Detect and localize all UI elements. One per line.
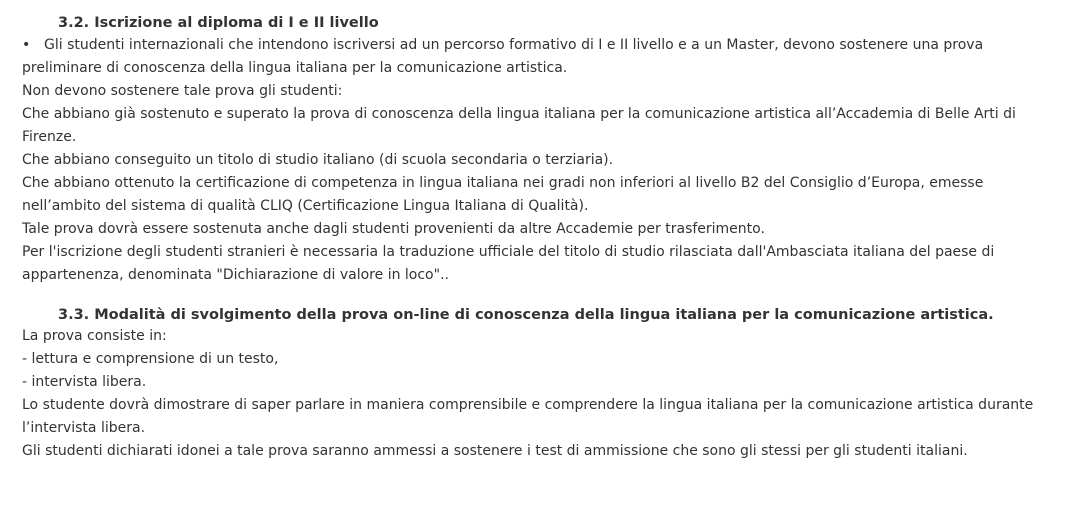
bullet-paragraph [22,34,1058,80]
paragraph-not-required: Non devono sostenere tale prova gli studenti: [22,83,343,99]
section-3-3-heading: 3.3. Modalità di svolgimento della prova on-line di conoscenza della lingua italiana per la comunicazione artistica. [58,307,994,323]
section-3-2-heading: 3.2. Iscrizione al diploma di I e II livello [58,15,379,31]
bullet-icon: • [22,37,31,53]
section-3-3 [22,306,1058,463]
paragraph-already-passed: Che abbiano già sostenuto e superato la prova di conoscenza della lingua italiana per la comunicazione artistica all’Accademia di Belle Arti di Firenze. [22,106,1016,145]
paragraph-transfer: Tale prova dovrà essere sostenuta anche dagli studenti provenienti da altre Accademie per trasferimento. [22,221,765,237]
section-3-2 [22,14,1058,287]
list-item-interview: - intervista libera. [22,374,147,390]
bullet-text: Gli studenti internazionali che intendono iscriversi ad un percorso formativo di I e II livello e a un Master, devono sostenere una prova preliminare di conoscenza della lingua italiana per la comunicazione artistica. [22,37,984,76]
paragraph-eligible-students: Gli studenti dichiarati idonei a tale prova saranno ammessi a sostenere i test di ammissione che sono gli stessi per gli studenti italiani. [22,443,968,459]
paragraph-exam-consists: La prova consiste in: [22,328,167,344]
paragraph-b2-certification: Che abbiano ottenuto la certificazione di competenza in lingua italiana nei gradi non inferiori al livello B2 del Consiglio d’Europa, emesse nell’ambito del sistema di qualità CLIQ (Certificazione Lingua Italiana di Qualità). [22,175,984,214]
paragraph-translation: Per l'iscrizione degli studenti stranieri è necessaria la traduzione ufficiale del titolo di studio rilasciata dall'Ambasciata italiana del paese di appartenenza, denominata "Dichiarazione di valore in loco".. [22,244,995,283]
paragraph-student-must: Lo studente dovrà dimostrare di saper parlare in maniera comprensibile e comprendere la lingua italiana per la comunicazione artistica durante l’intervista libera. [22,397,1034,436]
list-item-reading: - lettura e comprensione di un testo, [22,351,279,367]
paragraph-italian-degree: Che abbiano conseguito un titolo di studio italiano (di scuola secondaria o terziaria). [22,152,614,168]
